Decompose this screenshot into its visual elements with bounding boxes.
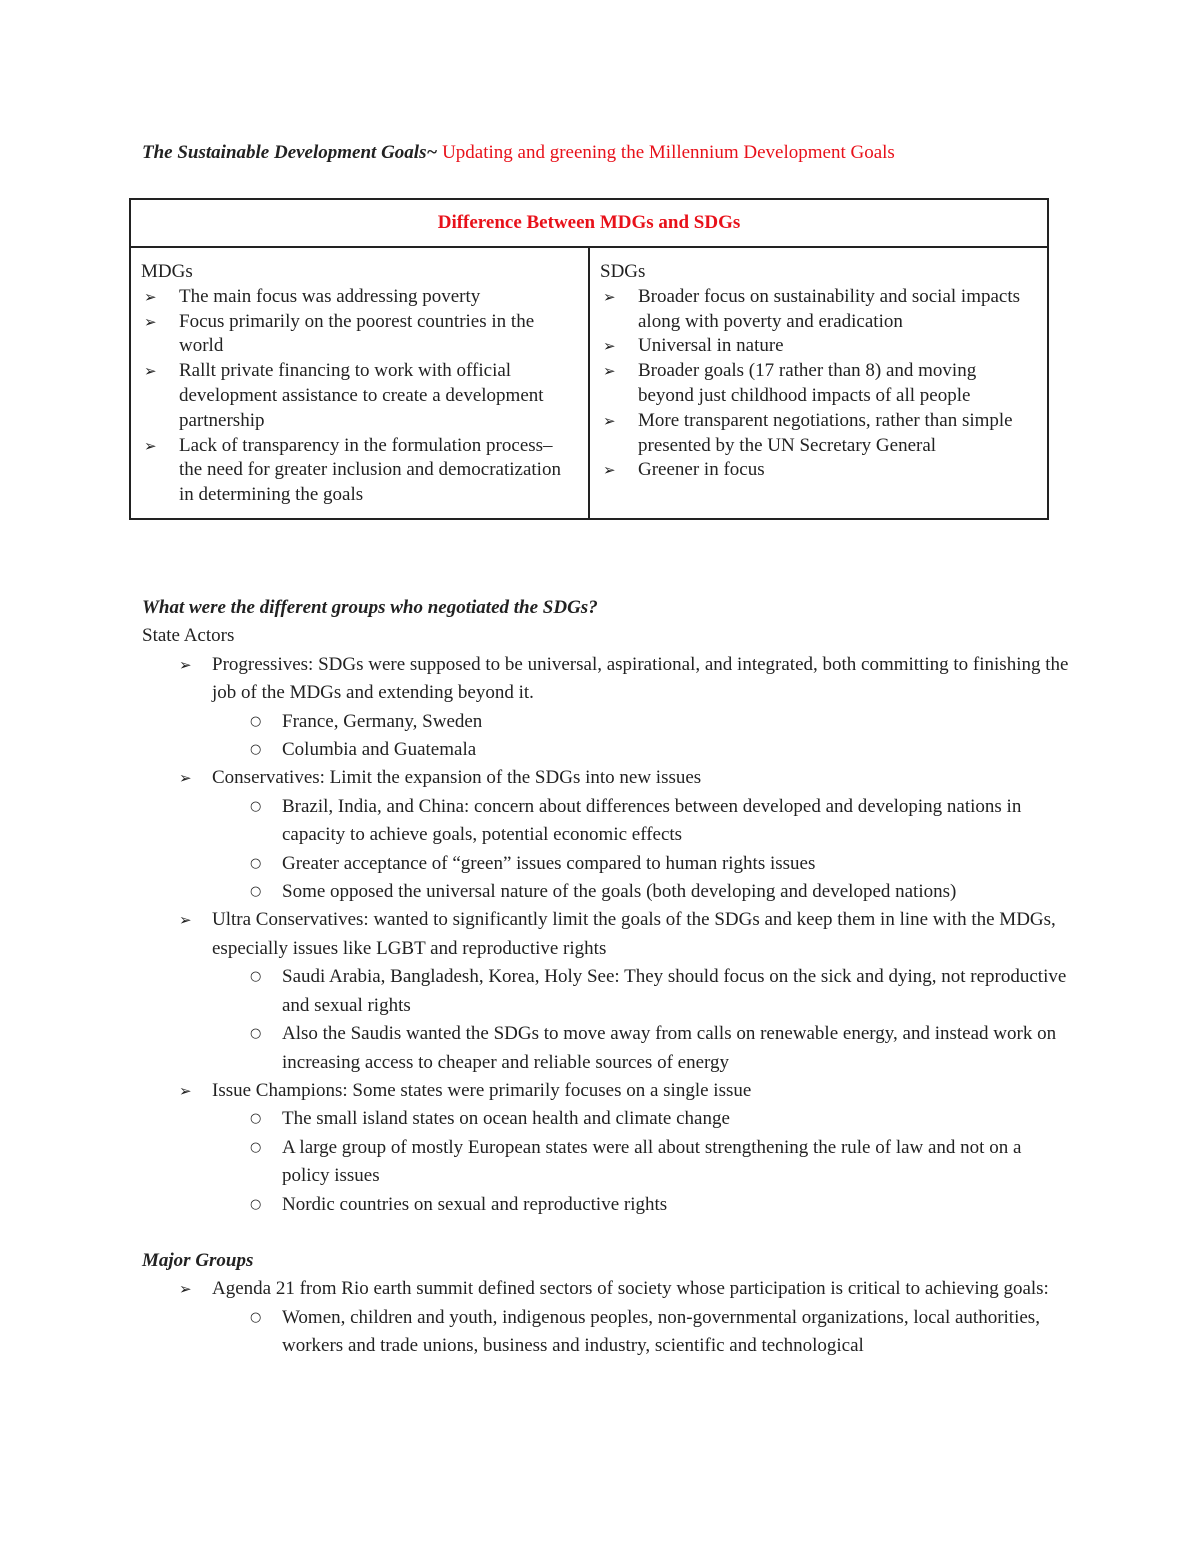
- mdgs-list: [141, 285, 576, 508]
- group-text: Issue Champions: Some states were primarily focuses on a single issue: [212, 1079, 752, 1101]
- sub-item: ○ The small island states on ocean health and climate change: [282, 1105, 1072, 1133]
- table-header: Difference Between MDGs and SDGs: [130, 199, 1048, 247]
- sdgs-label: SDGs: [600, 261, 646, 282]
- sub-item: ○ Brazil, India, and China: concern about differences between developed and developing nations in capacity to achieve goals, potential economic effects: [282, 793, 1072, 850]
- major-groups-item: [212, 1275, 1072, 1360]
- list-item: ➢ Broader goals (17 rather than 8) and moving beyond just childhood impacts of all people: [638, 359, 1035, 409]
- list-item: ➢ Focus primarily on the poorest countries in the world: [179, 310, 576, 360]
- document-title: [142, 142, 895, 164]
- group-text: Ultra Conservatives: wanted to significantly limit the goals of the SDGs and keep them in line with the MDGs, especially issues like LGBT and reproductive rights: [212, 909, 1056, 959]
- group-text: Conservatives: Limit the expansion of the SDGs into new issues: [212, 767, 702, 789]
- sub-item: ○ Columbia and Guatemala: [282, 736, 1072, 764]
- group-item-ultra-conservatives: [212, 906, 1072, 1076]
- sdgs-list: [600, 285, 1035, 483]
- title-bold: The Sustainable Development Goals~: [142, 142, 438, 163]
- group-item-conservatives: [212, 764, 1072, 906]
- group-text: Progressives: SDGs were supposed to be universal, aspirational, and integrated, both committing to finishing the job of the MDGs and extending beyond it.: [212, 653, 1069, 704]
- sub-list: [212, 793, 1072, 907]
- comparison-table: [129, 198, 1049, 520]
- sub-list: [212, 1304, 1072, 1361]
- sub-item: ○ A large group of mostly European states were all about strengthening the rule of law and not on a policy issues: [282, 1134, 1072, 1191]
- sub-item: ○ Saudi Arabia, Bangladesh, Korea, Holy See: They should focus on the sick and dying, not reproductive and sexual rights: [282, 963, 1072, 1020]
- state-actor-groups: [142, 651, 1072, 1219]
- list-item: ➢ More transparent negotiations, rather than simple presented by the UN Secretary General: [638, 409, 1035, 459]
- document-body: [142, 594, 1072, 1361]
- sub-item: ○ Some opposed the universal nature of the goals (both developing and developed nations): [282, 878, 1072, 906]
- list-item: ➢ Broader focus on sustainability and social impacts along with poverty and eradication: [638, 285, 1035, 335]
- mdgs-cell: [130, 247, 589, 519]
- major-groups-list: [142, 1275, 1072, 1360]
- list-item: ➢ Rallt private financing to work with official development assistance to create a development partnership: [179, 359, 576, 433]
- section-question: What were the different groups who negotiated the SDGs?: [142, 597, 598, 618]
- sub-list: [212, 963, 1072, 1077]
- sub-item: ○ Greater acceptance of “green” issues compared to human rights issues: [282, 850, 1072, 878]
- title-subtitle: Updating and greening the Millennium Development Goals: [437, 142, 895, 163]
- mdgs-label: MDGs: [141, 261, 193, 282]
- sub-item: ○ Nordic countries on sexual and reproductive rights: [282, 1191, 1072, 1219]
- sub-item: ○ Also the Saudis wanted the SDGs to move away from calls on renewable energy, and instead work on increasing access to cheaper and reliable sources of energy: [282, 1020, 1072, 1077]
- sub-item: ○ Women, children and youth, indigenous peoples, non-governmental organizations, local authorities, workers and trade unions, business and industry, scientific and technological: [282, 1304, 1072, 1361]
- section-spacer: [142, 1219, 1072, 1247]
- sub-list: [212, 1105, 1072, 1219]
- list-item: ➢ Greener in focus: [638, 458, 1035, 483]
- item-text: Agenda 21 from Rio earth summit defined sectors of society whose participation is critical to achieving goals:: [212, 1278, 1049, 1300]
- sub-list: [212, 708, 1072, 765]
- group-item-issue-champions: [212, 1077, 1072, 1219]
- list-item: ➢ The main focus was addressing poverty: [179, 285, 576, 310]
- sdgs-cell: [589, 247, 1048, 519]
- group-item-progressives: [212, 651, 1072, 765]
- list-item: ➢ Lack of transparency in the formulation process– the need for greater inclusion and democratization in determining the goals: [179, 434, 576, 508]
- section-subheading: State Actors: [142, 625, 235, 647]
- list-item: ➢ Universal in nature: [638, 334, 1035, 359]
- sub-item: ○ France, Germany, Sweden: [282, 708, 1072, 736]
- section-heading: Major Groups: [142, 1249, 254, 1271]
